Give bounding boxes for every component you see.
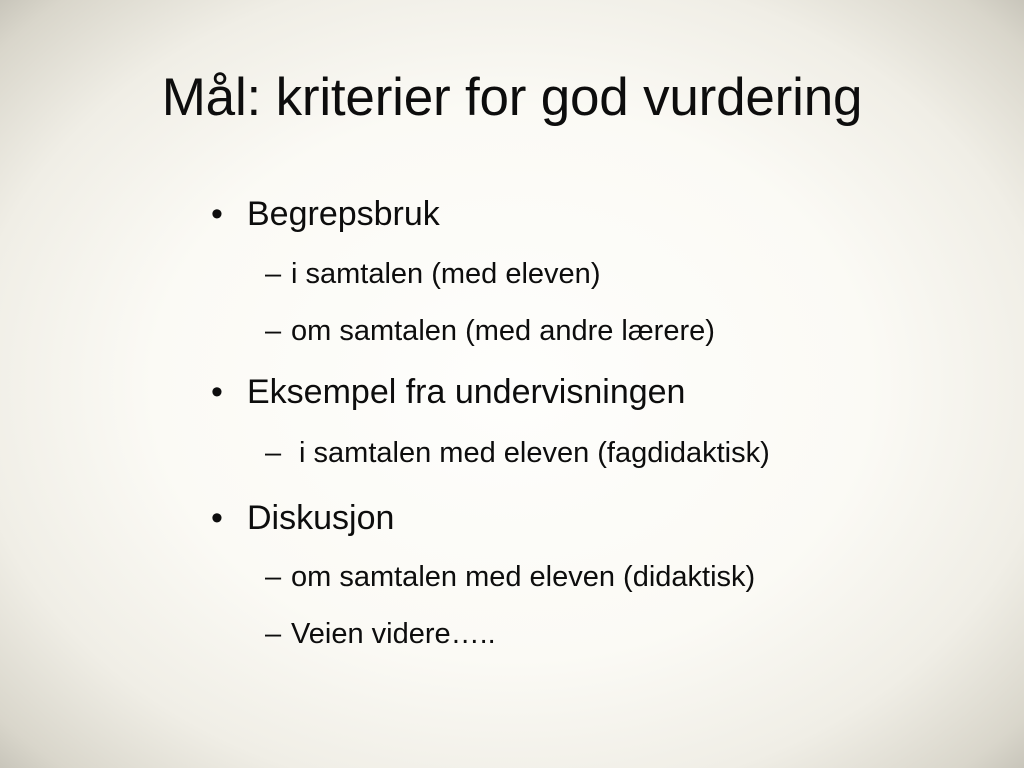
sub-bullet-text: i samtalen (med eleven) <box>291 258 601 290</box>
bullet-marker: • <box>211 499 223 537</box>
bullet-marker: • <box>211 373 223 411</box>
sub-bullet-text: om samtalen med eleven (didaktisk) <box>291 561 756 593</box>
dash-marker: – <box>265 561 282 593</box>
sub-bullet-item <box>253 311 715 351</box>
bullet-item <box>207 370 685 414</box>
bullet-marker: • <box>211 195 223 233</box>
sub-bullet-item <box>253 433 770 473</box>
bullet-item <box>207 496 394 540</box>
sub-bullet-text: i samtalen med eleven (fagdidaktisk) <box>291 437 770 469</box>
slide-title: Mål: kriterier for god vurdering <box>161 68 863 127</box>
bullet-text: Diskusjon <box>247 499 395 537</box>
sub-bullet-text: Veien videre….. <box>291 618 496 650</box>
bullet-text: Begrepsbruk <box>247 195 440 233</box>
dash-marker: – <box>265 437 282 469</box>
sub-bullet-text: om samtalen (med andre lærere) <box>291 315 715 347</box>
dash-marker: – <box>265 315 282 347</box>
sub-bullet-item <box>253 557 755 597</box>
sub-bullet-item <box>253 614 496 654</box>
dash-marker: – <box>265 258 282 290</box>
sub-bullet-item <box>253 254 600 294</box>
dash-marker: – <box>265 618 282 650</box>
bullet-text: Eksempel fra undervisningen <box>247 373 686 411</box>
bullet-item <box>207 192 440 236</box>
